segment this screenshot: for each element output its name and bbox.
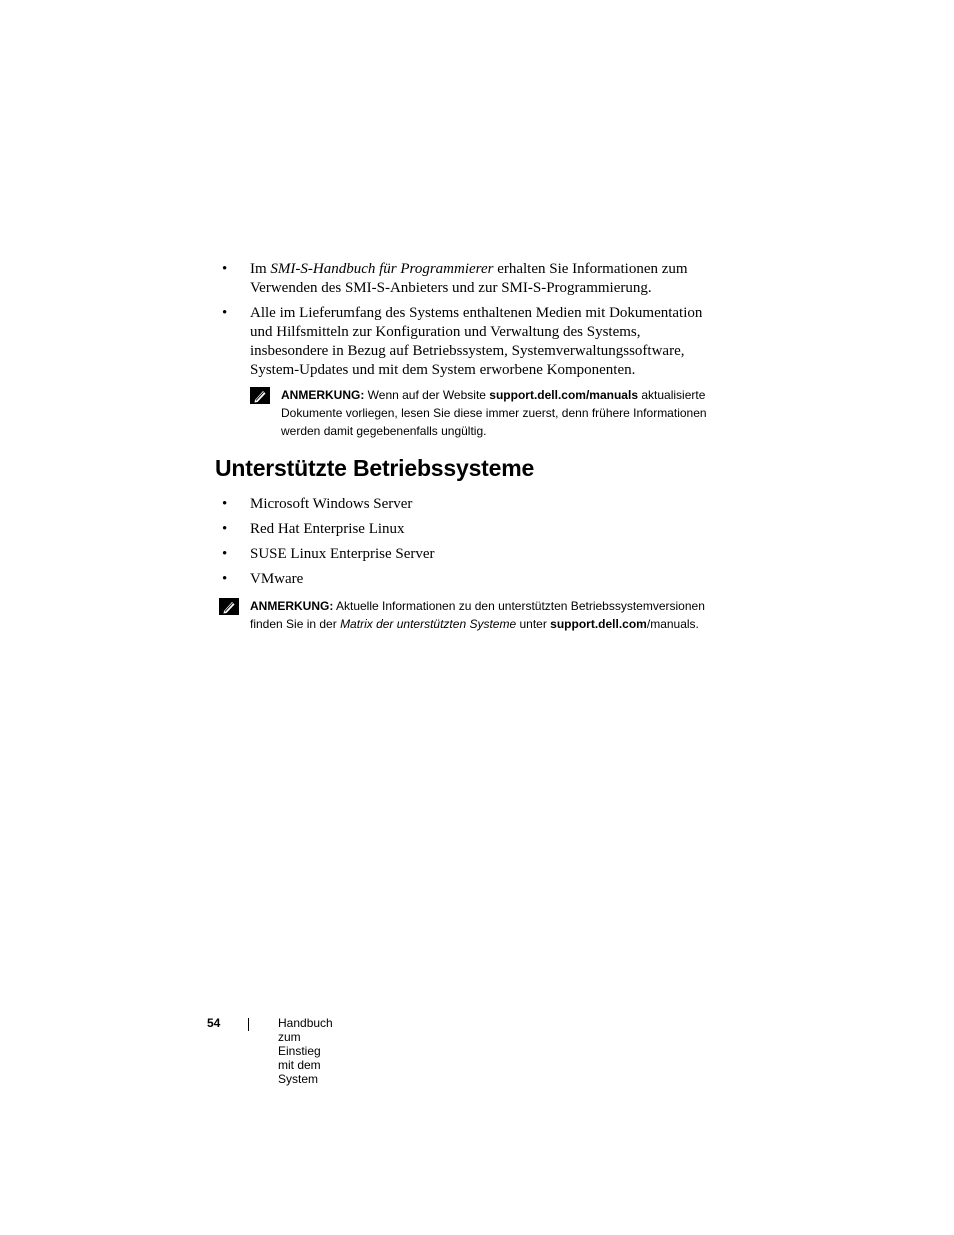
matrix-title: Matrix der unterstützten Systeme — [340, 617, 517, 631]
os-name: Microsoft Windows Server — [250, 496, 413, 512]
note-text: ANMERKUNG: Wenn auf der Website support.dell.com/manuals aktualisierte Dokumente vorliegen, lesen Sie diese immer zuerst, denn frühere Informationen werden damit gegebenenfalls ungültig. — [281, 388, 707, 438]
list-item-text: Alle im Lieferumfang des Systems enthaltenen Medien mit Dokumentation und Hilfsmitteln zur Konfiguration und Verwaltung des Systems, insbesondere in Bezug auf Betriebssystem, Systemverwaltungssoftware, System-Updates und mit dem System erworbene Komponenten. — [250, 305, 703, 378]
note-box — [250, 386, 720, 440]
list-item — [220, 495, 720, 520]
bullet: • — [222, 261, 228, 277]
footer-separator — [248, 1018, 249, 1031]
note-label: ANMERKUNG: — [281, 388, 365, 402]
page-number: 54 — [207, 1016, 221, 1030]
bullet: • — [222, 546, 228, 562]
support-link[interactable]: support.dell.com — [550, 617, 647, 631]
bullet: • — [222, 496, 228, 512]
note-box — [219, 597, 709, 633]
os-name: Red Hat Enterprise Linux — [250, 521, 405, 537]
section-title: Unterstützte Betriebssysteme — [215, 455, 535, 481]
note-text: ANMERKUNG: Aktuelle Informationen zu den unterstützten Betriebssystemversionen finden Sie in der Matrix der unterstützten Systeme unter support.dell.com/manuals. — [250, 599, 705, 631]
list-item-text: Im SMI-S-Handbuch für Programmierer erhalten Sie Informationen zum Verwenden des SMI-S-Anbieters und zur SMI-S-Programmierung. — [250, 261, 688, 296]
list-item — [220, 260, 700, 298]
footer-title: Handbuch zum Einstieg mit dem System — [278, 1016, 333, 1086]
os-name: SUSE Linux Enterprise Server — [250, 546, 435, 562]
pencil-note-icon — [219, 598, 239, 615]
top-bullet-list — [220, 260, 720, 380]
bullet: • — [222, 571, 228, 587]
manual-title: SMI-S-Handbuch für Programmierer — [270, 261, 494, 277]
support-link[interactable]: support.dell.com/manuals — [489, 388, 638, 402]
list-item — [220, 545, 720, 570]
bullet: • — [222, 521, 228, 537]
list-item — [220, 570, 720, 595]
os-name: VMware — [250, 571, 304, 587]
list-item — [220, 304, 710, 380]
list-item — [220, 520, 720, 545]
os-list — [220, 495, 720, 595]
bullet: • — [222, 305, 228, 321]
pencil-note-icon — [250, 387, 270, 404]
note-label: ANMERKUNG: — [250, 599, 334, 613]
